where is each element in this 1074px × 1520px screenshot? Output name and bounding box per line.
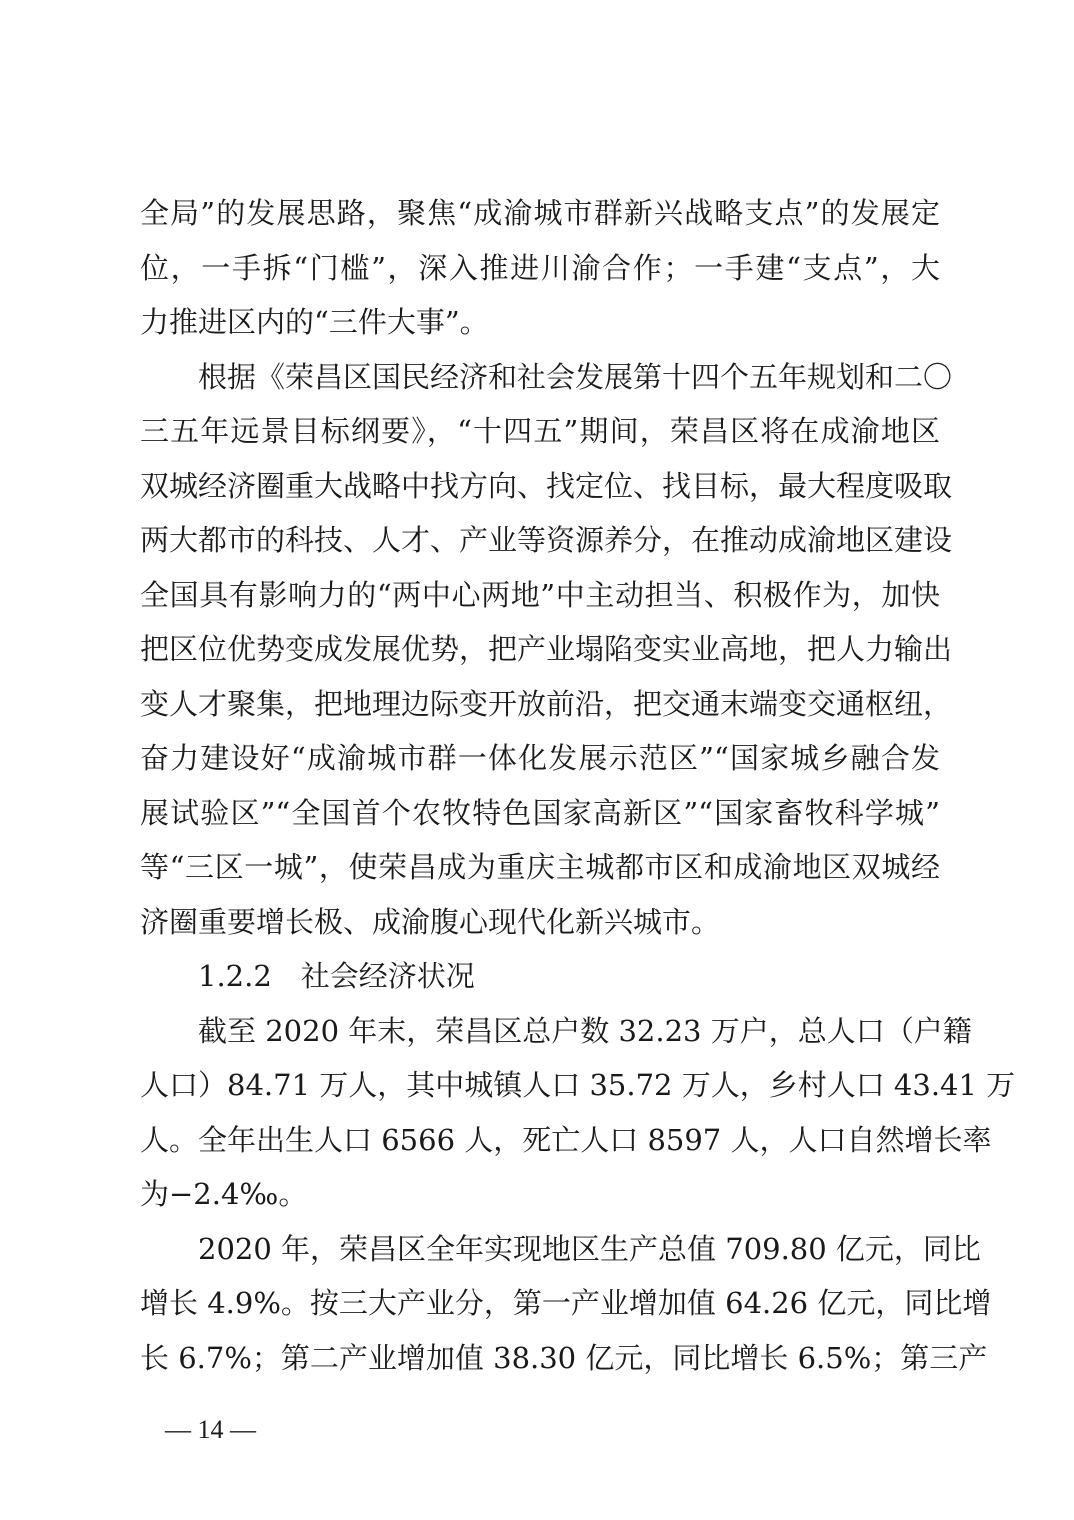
text-line: 双城经济圈重大战略中找方向、找定位、找目标，最大程度吸取 (140, 468, 953, 503)
text-line: 展试验区”“全国首个农牧特色国家高新区”“国家畜牧科学城” (140, 795, 940, 830)
text-line: 根据《荣昌区国民经济和社会发展第十四个五年规划和二〇 (198, 359, 953, 394)
text-line: 把区位优势变成发展优势，把产业塌陷变实业高地，把人力输出 (140, 632, 953, 666)
text-line: 奋力建设好“成渝城市群一体化发展示范区”“国家城乡融合发 (140, 741, 940, 775)
text-line: 力推进区内的“三件大事”。 (140, 305, 489, 339)
text-line: 两大都市的科技、人才、产业等资源养分，在推动成渝地区建设 (140, 523, 953, 557)
text-line: 全局”的发展思路，聚焦“成渝城市群新兴战略支点”的发展定 (140, 196, 940, 230)
text-line: 增长 4.9%。按三大产业分，第一产业增加值 64.26 亿元，同比增 (140, 1286, 992, 1320)
text-line: 人口）84.71 万人，其中城镇人口 35.72 万人，乡村人口 43.41 万 (140, 1068, 1016, 1102)
text-line: 等“三区一城”，使荣昌成为重庆主城都市区和成渝地区双城经 (140, 850, 940, 884)
body-text (140, 186, 1016, 1385)
section-heading: 1.2.2 社会经济状况 (198, 959, 475, 993)
text-line: 全国具有影响力的“两中心两地”中主动担当、积极作为，加快 (140, 577, 940, 612)
text-line: 2020 年，荣昌区全年实现地区生产总值 709.80 亿元，同比 (198, 1231, 981, 1266)
text-line: 济圈重要增长极、成渝腹心现代化新兴城市。 (140, 904, 721, 939)
text-line: 三五年远景目标纲要》，“十四五”期间，荣昌区将在成渝地区 (140, 414, 940, 448)
text-line: 截至 2020 年末，荣昌区总户数 32.23 万户，总人口（户籍 (198, 1013, 972, 1048)
text-line: 为−2.4‰。 (140, 1177, 308, 1211)
text-line: 人。全年出生人口 6566 人，死亡人口 8597 人，人口自然增长率 (140, 1122, 992, 1157)
page-number: — 14 — (165, 1415, 256, 1444)
text-line: 变人才聚集，把地理边际变开放前沿，把交通末端变交通枢纽， (140, 686, 953, 721)
text-line: 位，一手拆“门槛”，深入推进川渝合作；一手建“支点”，大 (140, 250, 940, 285)
text-line: 长 6.7%；第二产业增加值 38.30 亿元，同比增长 6.5%；第三产 (140, 1340, 988, 1375)
